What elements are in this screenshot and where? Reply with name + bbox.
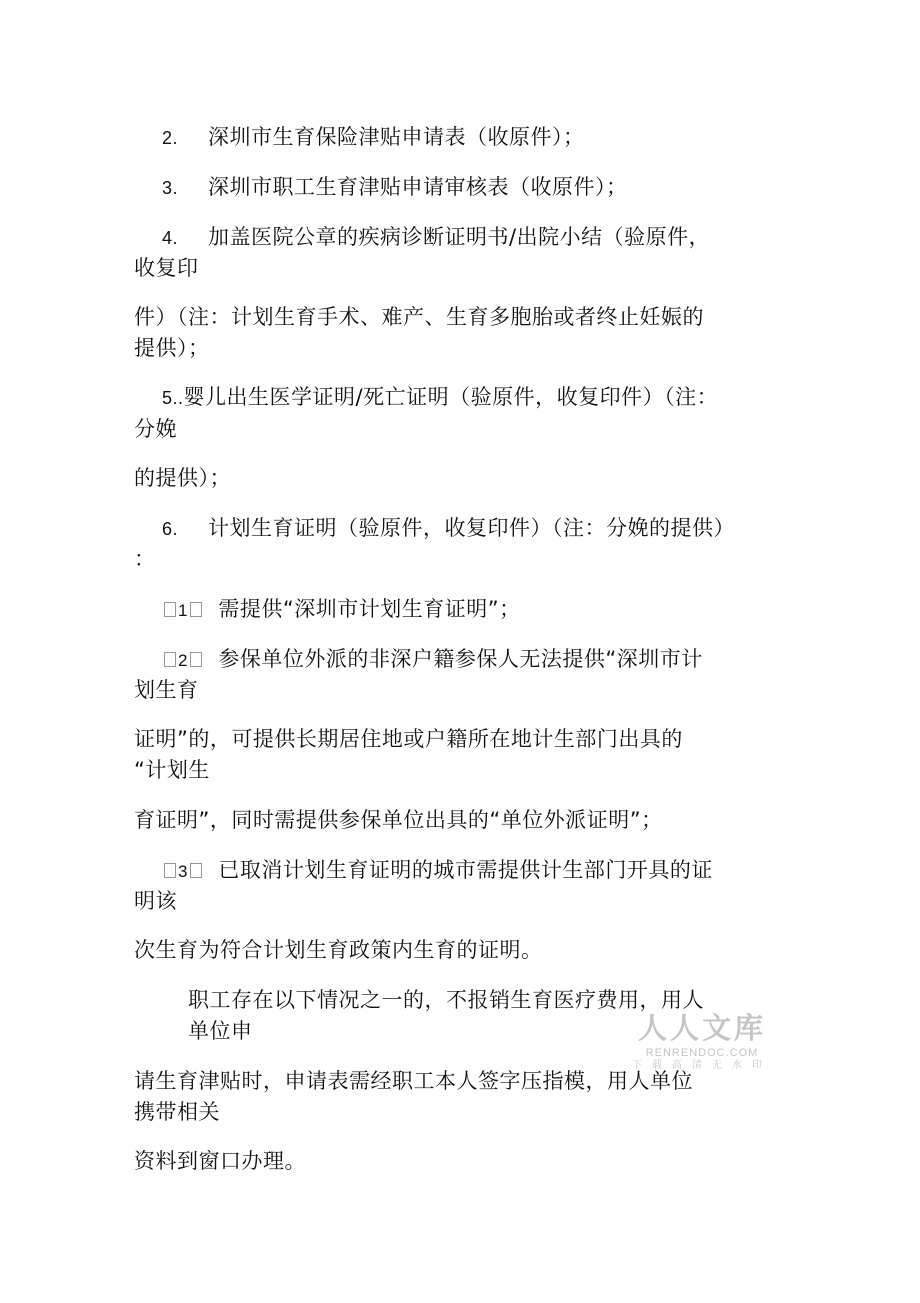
sub-item-2-cont: 证明”的，可提供长期居住地或户籍所在地计生部门出具的 [134, 727, 683, 751]
sub-item-2-cont-2: 育证明”，同时需提供参保单位出具的“单位外派证明”； [134, 808, 663, 832]
note-paragraph-cont-wrap: 携带相关 [134, 1100, 220, 1124]
sub-item-3-wrap: 明该 [134, 889, 177, 913]
list-item-6-wrap: ： [134, 547, 156, 571]
list-item-5-wrap: 分娩 [134, 417, 177, 441]
list-item-5 [162, 382, 718, 413]
sub-item-3-cont: 次生育为符合计划生育政策内生育的证明。 [134, 938, 543, 962]
open-bracket-box [164, 652, 176, 667]
item-number: 5.. [162, 388, 184, 408]
close-bracket-box [190, 863, 202, 878]
item-text: 加盖医院公章的疾病诊断证明书/出院小结（验原件， [208, 225, 711, 249]
list-item-6 [162, 513, 735, 544]
open-bracket-box [164, 602, 176, 617]
note-paragraph-wrap: 单位申 [188, 1019, 253, 1043]
sub-item-number: 3 [178, 862, 188, 881]
close-bracket-box [190, 602, 202, 617]
item-number: 3. [162, 178, 179, 198]
watermark-title: 人人文库 [637, 1013, 766, 1045]
open-bracket-box [164, 863, 176, 878]
watermark-logo [632, 1012, 772, 1072]
note-paragraph: 职工存在以下情况之一的，不报销生育医疗费用，用人 [188, 988, 704, 1012]
sub-item-text: 需提供“深圳市计划生育证明”； [218, 597, 521, 621]
item-text: 婴儿出生医学证明/死亡证明（验原件，收复印件）（注： [183, 385, 719, 409]
sub-item-number: 2 [178, 651, 188, 670]
watermark-url: RENRENDOC.COM [645, 1047, 759, 1059]
list-item-4-wrap: 收复印 [134, 256, 199, 280]
list-item-3 [162, 172, 628, 203]
note-paragraph-end: 资料到窗口办理。 [134, 1149, 306, 1173]
item-text: 计划生育证明（验原件，收复印件）（注：分娩的提供） [208, 516, 736, 540]
item-number: 4. [162, 228, 179, 248]
list-item-2 [162, 122, 585, 153]
sub-item-2 [162, 644, 703, 676]
item-number: 6. [162, 519, 179, 539]
item-text: 深圳市生育保险津贴申请表（收原件）； [208, 125, 585, 149]
list-item-4-cont-wrap: 提供）； [134, 336, 210, 360]
item-number: 2. [162, 128, 179, 148]
sub-item-2-cont-wrap: “计划生 [134, 758, 210, 782]
item-text: 深圳市职工生育津贴申请审核表（收原件）； [208, 175, 628, 199]
sub-item-text: 参保单位外派的非深户籍参保人无法提供“深圳市计 [218, 647, 703, 671]
list-item-4-cont: 件）（注：计划生育手术、难产、生育多胞胎或者终止妊娠的 [134, 305, 704, 329]
watermark-tagline: 下载高清无水印 [632, 1060, 772, 1071]
sub-item-number: 1 [178, 601, 188, 620]
list-item-4 [162, 222, 710, 253]
sub-item-1 [162, 594, 521, 626]
note-paragraph-cont: 请生育津贴时，申请表需经职工本人签字压指模，用人单位 [134, 1069, 693, 1093]
sub-item-2-wrap: 划生育 [134, 678, 199, 702]
close-bracket-box [190, 652, 202, 667]
list-item-5-cont: 的提供）； [134, 466, 231, 490]
sub-item-text: 已取消计划生育证明的城市需提供计生部门开具的证 [218, 858, 713, 882]
sub-item-3 [162, 855, 713, 887]
